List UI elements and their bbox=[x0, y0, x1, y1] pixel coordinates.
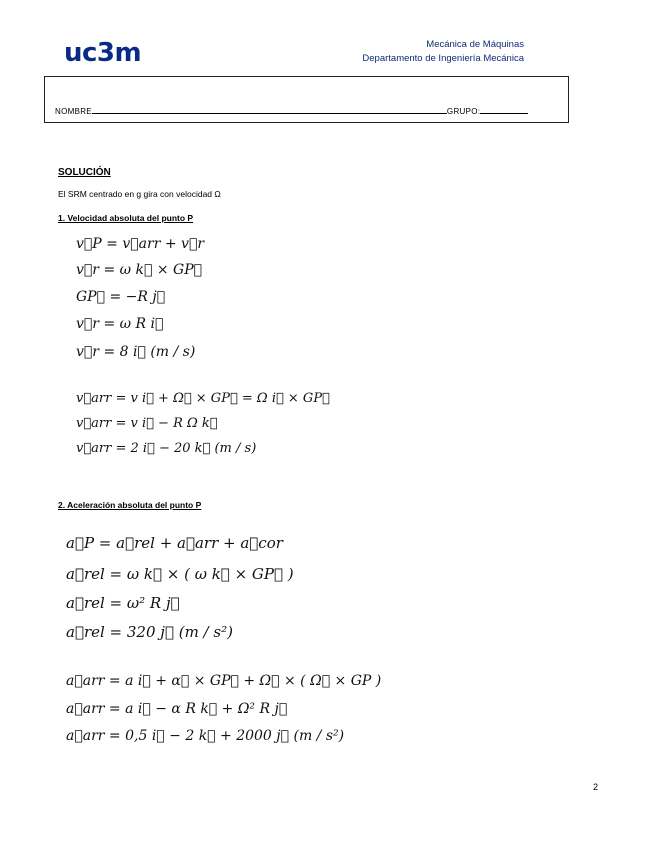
name-label: NOMBRE bbox=[55, 107, 92, 116]
name-field-line[interactable] bbox=[92, 106, 447, 114]
equation: v⃗r = ω R i⃗ bbox=[76, 316, 164, 332]
group-field-line[interactable] bbox=[480, 106, 528, 114]
name-group-line bbox=[55, 106, 548, 116]
group-label: GRUPO: bbox=[446, 107, 481, 116]
equation: a⃗arr = a i⃗ + α⃗ × GP⃗ + Ω⃗ × ( Ω⃗ × GP ) bbox=[66, 673, 382, 689]
equation: a⃗arr = a i⃗ − α R k⃗ + Ω² R j⃗ bbox=[66, 701, 288, 717]
equation: a⃗rel = 320 j⃗ (m / s²) bbox=[66, 623, 233, 641]
equation: v⃗arr = 2 i⃗ − 20 k⃗ (m / s) bbox=[76, 441, 257, 456]
equation: a⃗rel = ω² R j⃗ bbox=[66, 594, 180, 612]
course-title: Mecánica de Máquinas bbox=[426, 39, 524, 50]
solution-title: SOLUCIÓN bbox=[58, 167, 111, 178]
section2-heading: 2. Aceleración absoluta del punto P bbox=[58, 500, 202, 510]
uc3m-logo: uc3m bbox=[64, 38, 142, 68]
solution-intro: El SRM centrado en g gira con velocidad Ω bbox=[58, 189, 221, 199]
equation: v⃗r = 8 i⃗ (m / s) bbox=[76, 344, 196, 360]
section1-heading: 1. Velocidad absoluta del punto P bbox=[58, 213, 194, 223]
equation: v⃗r = ω k⃗ × GP⃗ bbox=[76, 262, 203, 278]
equation: v⃗arr = v i⃗ − R Ω k⃗ bbox=[76, 416, 218, 431]
header-department-block bbox=[362, 38, 524, 66]
equation: v⃗P = v⃗arr + v⃗r bbox=[76, 236, 205, 252]
student-info-box bbox=[44, 76, 569, 123]
equation: GP⃗ = −R j⃗ bbox=[76, 289, 166, 305]
page-number: 2 bbox=[593, 782, 599, 792]
equation: a⃗arr = 0,5 i⃗ − 2 k⃗ + 2000 j⃗ (m / s²) bbox=[66, 728, 345, 744]
equation: v⃗arr = v i⃗ + Ω⃗ × GP⃗ = Ω i⃗ × GP⃗ bbox=[76, 391, 330, 406]
department-name: Departamento de Ingeniería Mecánica bbox=[362, 53, 524, 64]
equation: a⃗P = a⃗rel + a⃗arr + a⃗cor bbox=[66, 534, 283, 552]
equation: a⃗rel = ω k⃗ × ( ω k⃗ × GP⃗ ) bbox=[66, 565, 294, 583]
